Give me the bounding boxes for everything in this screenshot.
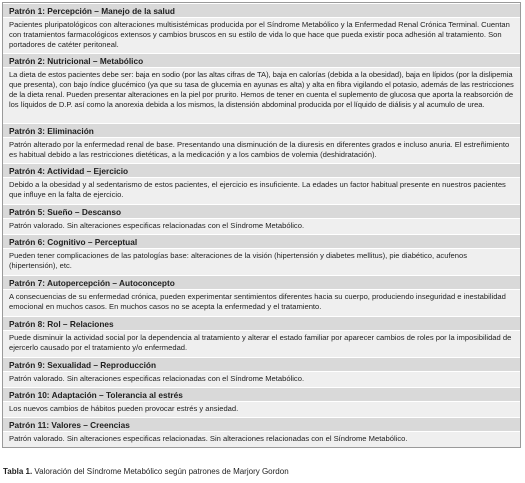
pattern-8-text: Puede disminuir la actividad social por la dependencia al tratamiento y alterar el estado familiar por aparecer cambios de roles por la imposibilidad de ejercerlo causado por el tratamiento y/o enfermedad. <box>3 330 520 357</box>
pattern-1-text: Pacientes pluripatológicos con alteraciones multisistémicas producida por el Síndrome Metabólico y la Enfermedad Renal Crónica Terminal. Cuentan con tratamientos farmacológicos extensos y cambios bruscos en su estilo de vida lo que hace que pueda existir poca adhesión al tratamiento. Son portadores de catéter peritoneal. <box>3 17 520 53</box>
table-caption <box>3 467 289 477</box>
pattern-7-text: A consecuencias de su enfermedad crónica, pueden experimentar sentimientos diferentes hacia su cuerpo, produciendo inseguridad e inestabilidad emocional en muchos casos. En muchos casos no se acepta la enfermedad y el tratamiento. <box>3 289 520 316</box>
pattern-8-title: Patrón 8: Rol – Relaciones <box>3 316 520 330</box>
pattern-11-text: Patrón valorado. Sin alteraciones especificas relacionadas. Sin alteraciones relacionadas con el Síndrome Metabólico. <box>3 431 520 447</box>
pattern-4-title: Patrón 4: Actividad – Ejercicio <box>3 163 520 177</box>
pattern-4-text: Debido a la obesidad y al sedentarismo de estos pacientes, el ejercicio es insuficiente. La edades un factor habitual presente en nuestros pacientes que influye en la falta de ejercicio. <box>3 177 520 204</box>
pattern-9-title: Patrón 9: Sexualidad – Reproducción <box>3 357 520 371</box>
patterns-table <box>2 2 521 448</box>
pattern-7-title: Patrón 7: Autopercepción – Autoconcepto <box>3 275 520 289</box>
pattern-10-text: Los nuevos cambios de hábitos pueden provocar estrés y ansiedad. <box>3 401 520 417</box>
pattern-5-text: Patrón valorado. Sin alteraciones especificas relacionadas con el Síndrome Metabólico. <box>3 218 520 234</box>
caption-label: Tabla 1. <box>3 467 33 476</box>
pattern-9-text: Patrón valorado. Sin alteraciones especificas relacionadas con el Síndrome Metabólico. <box>3 371 520 387</box>
pattern-6-title: Patrón 6: Cognitivo – Perceptual <box>3 234 520 248</box>
pattern-2-text: La dieta de estos pacientes debe ser: baja en sodio (por las altas cifras de TA), baja en calorías (debida a la obesidad), baja en lípidos (por la dislipemia que presenta), con bajo índice glucémico (ya que su tasa de glucemia en ayunas es alta) y alta en fibra vigilando el potasio, además de las restricciones de la dieta renal. Pueden presentar alteraciones en la piel por prurito. Hemos de tener en cuenta el suplemento de glucosa que aporta la reabsorción de los líquidos de D.P. así como la anorexia debida a los mismos, la distensión abdominal producida por el líquido de diálisis y al acumulo de urea. <box>3 67 520 123</box>
pattern-1-title: Patrón 1: Percepción – Manejo de la salud <box>3 3 520 17</box>
pattern-5-title: Patrón 5: Sueño – Descanso <box>3 204 520 218</box>
pattern-10-title: Patrón 10: Adaptación – Tolerancia al estrés <box>3 387 520 401</box>
caption-text: Valoración del Síndrome Metabólico según patrones de Marjory Gordon <box>32 467 289 476</box>
pattern-3-title: Patrón 3: Eliminación <box>3 123 520 137</box>
pattern-2-title: Patrón 2: Nutricional – Metabólico <box>3 53 520 67</box>
pattern-11-title: Patrón 11: Valores – Creencias <box>3 417 520 431</box>
pattern-6-text: Pueden tener complicaciones de las patologías base: alteraciones de la visión (hipertensión y diabetes mellitus), pie diabético, acufenos (hipertensión), etc. <box>3 248 520 275</box>
pattern-3-text: Patrón alterado por la enfermedad renal de base. Presentando una disminución de la diuresis en diferentes grados e incluso anuria. El estreñimiento es habitual debido a las restricciones dietéticas, a la medicación y a los cambios de volemia (deshidratación). <box>3 137 520 163</box>
